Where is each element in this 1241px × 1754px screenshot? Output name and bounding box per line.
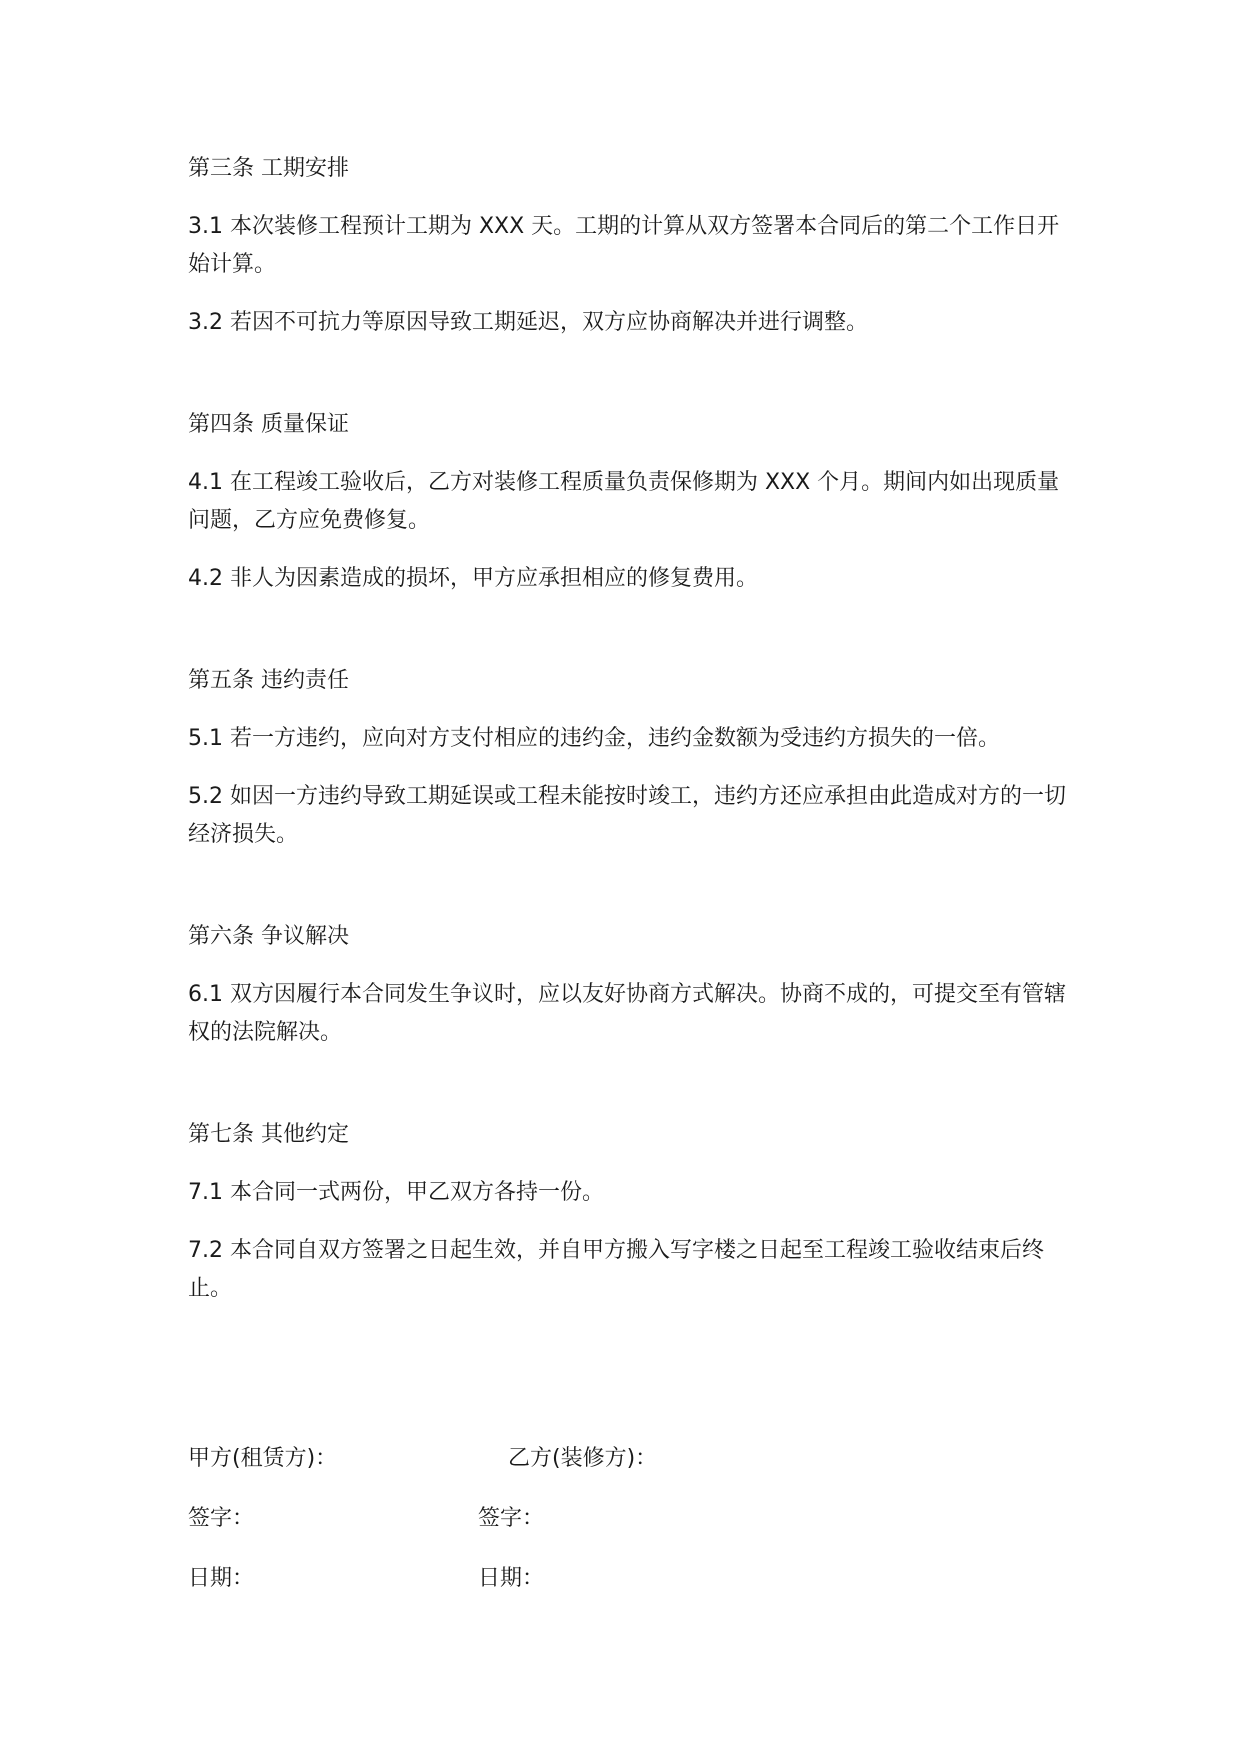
signature-sign-row <box>188 1500 1068 1538</box>
clause-7-1: 7.1 本合同一式两份，甲乙双方各持一份。 <box>188 1180 604 1205</box>
section-heading: 第七条 其他约定 <box>188 1122 349 1147</box>
signature-date-row <box>188 1560 1068 1598</box>
party-a-label: 甲方(租赁方)： <box>188 1446 338 1471</box>
section-article-3 <box>188 150 1068 342</box>
clause-5-2: 5.2 如因一方违约导致工期延误或工程未能按时竣工，违约方还应承担由此造成对方的一切经济损失。 <box>188 784 1066 847</box>
section-article-7 <box>188 1116 1068 1308</box>
party-a-date-label: 日期： <box>188 1566 255 1591</box>
clause-7-2: 7.2 本合同自双方签署之日起生效，并自甲方搬入写字楼之日起至工程竣工验收结束后终止。 <box>188 1238 1044 1301</box>
clause-4-1: 4.1 在工程竣工验收后，乙方对装修工程质量负责保修期为 XXX 个月。期间内如出现质量问题，乙方应免费修复。 <box>188 470 1060 533</box>
contract-body <box>188 150 1068 1372</box>
party-a-sign-label: 签字： <box>188 1506 255 1531</box>
clause-3-1: 3.1 本次装修工程预计工期为 XXX 天。工期的计算从双方签署本合同后的第二个工作日开始计算。 <box>188 214 1060 277</box>
clause-3-2: 3.2 若因不可抗力等原因导致工期延迟，双方应协商解决并进行调整。 <box>188 310 868 335</box>
section-article-4 <box>188 406 1068 598</box>
clause-4-2: 4.2 非人为因素造成的损坏，甲方应承担相应的修复费用。 <box>188 566 758 591</box>
party-b-label: 乙方(装修方)： <box>508 1446 658 1471</box>
clause-6-1: 6.1 双方因履行本合同发生争议时，应以友好协商方式解决。协商不成的，可提交至有管辖权的法院解决。 <box>188 982 1066 1045</box>
section-heading: 第三条 工期安排 <box>188 156 349 181</box>
party-b-sign-label: 签字： <box>478 1506 545 1531</box>
section-heading: 第四条 质量保证 <box>188 412 349 437</box>
signature-block <box>188 1440 1068 1620</box>
party-b-date-label: 日期： <box>478 1566 545 1591</box>
section-heading: 第五条 违约责任 <box>188 668 349 693</box>
section-heading: 第六条 争议解决 <box>188 924 349 949</box>
section-article-6 <box>188 918 1068 1052</box>
section-article-5 <box>188 662 1068 854</box>
clause-5-1: 5.1 若一方违约，应向对方支付相应的违约金，违约金数额为受违约方损失的一倍。 <box>188 726 1000 751</box>
signature-parties-row <box>188 1440 1068 1478</box>
